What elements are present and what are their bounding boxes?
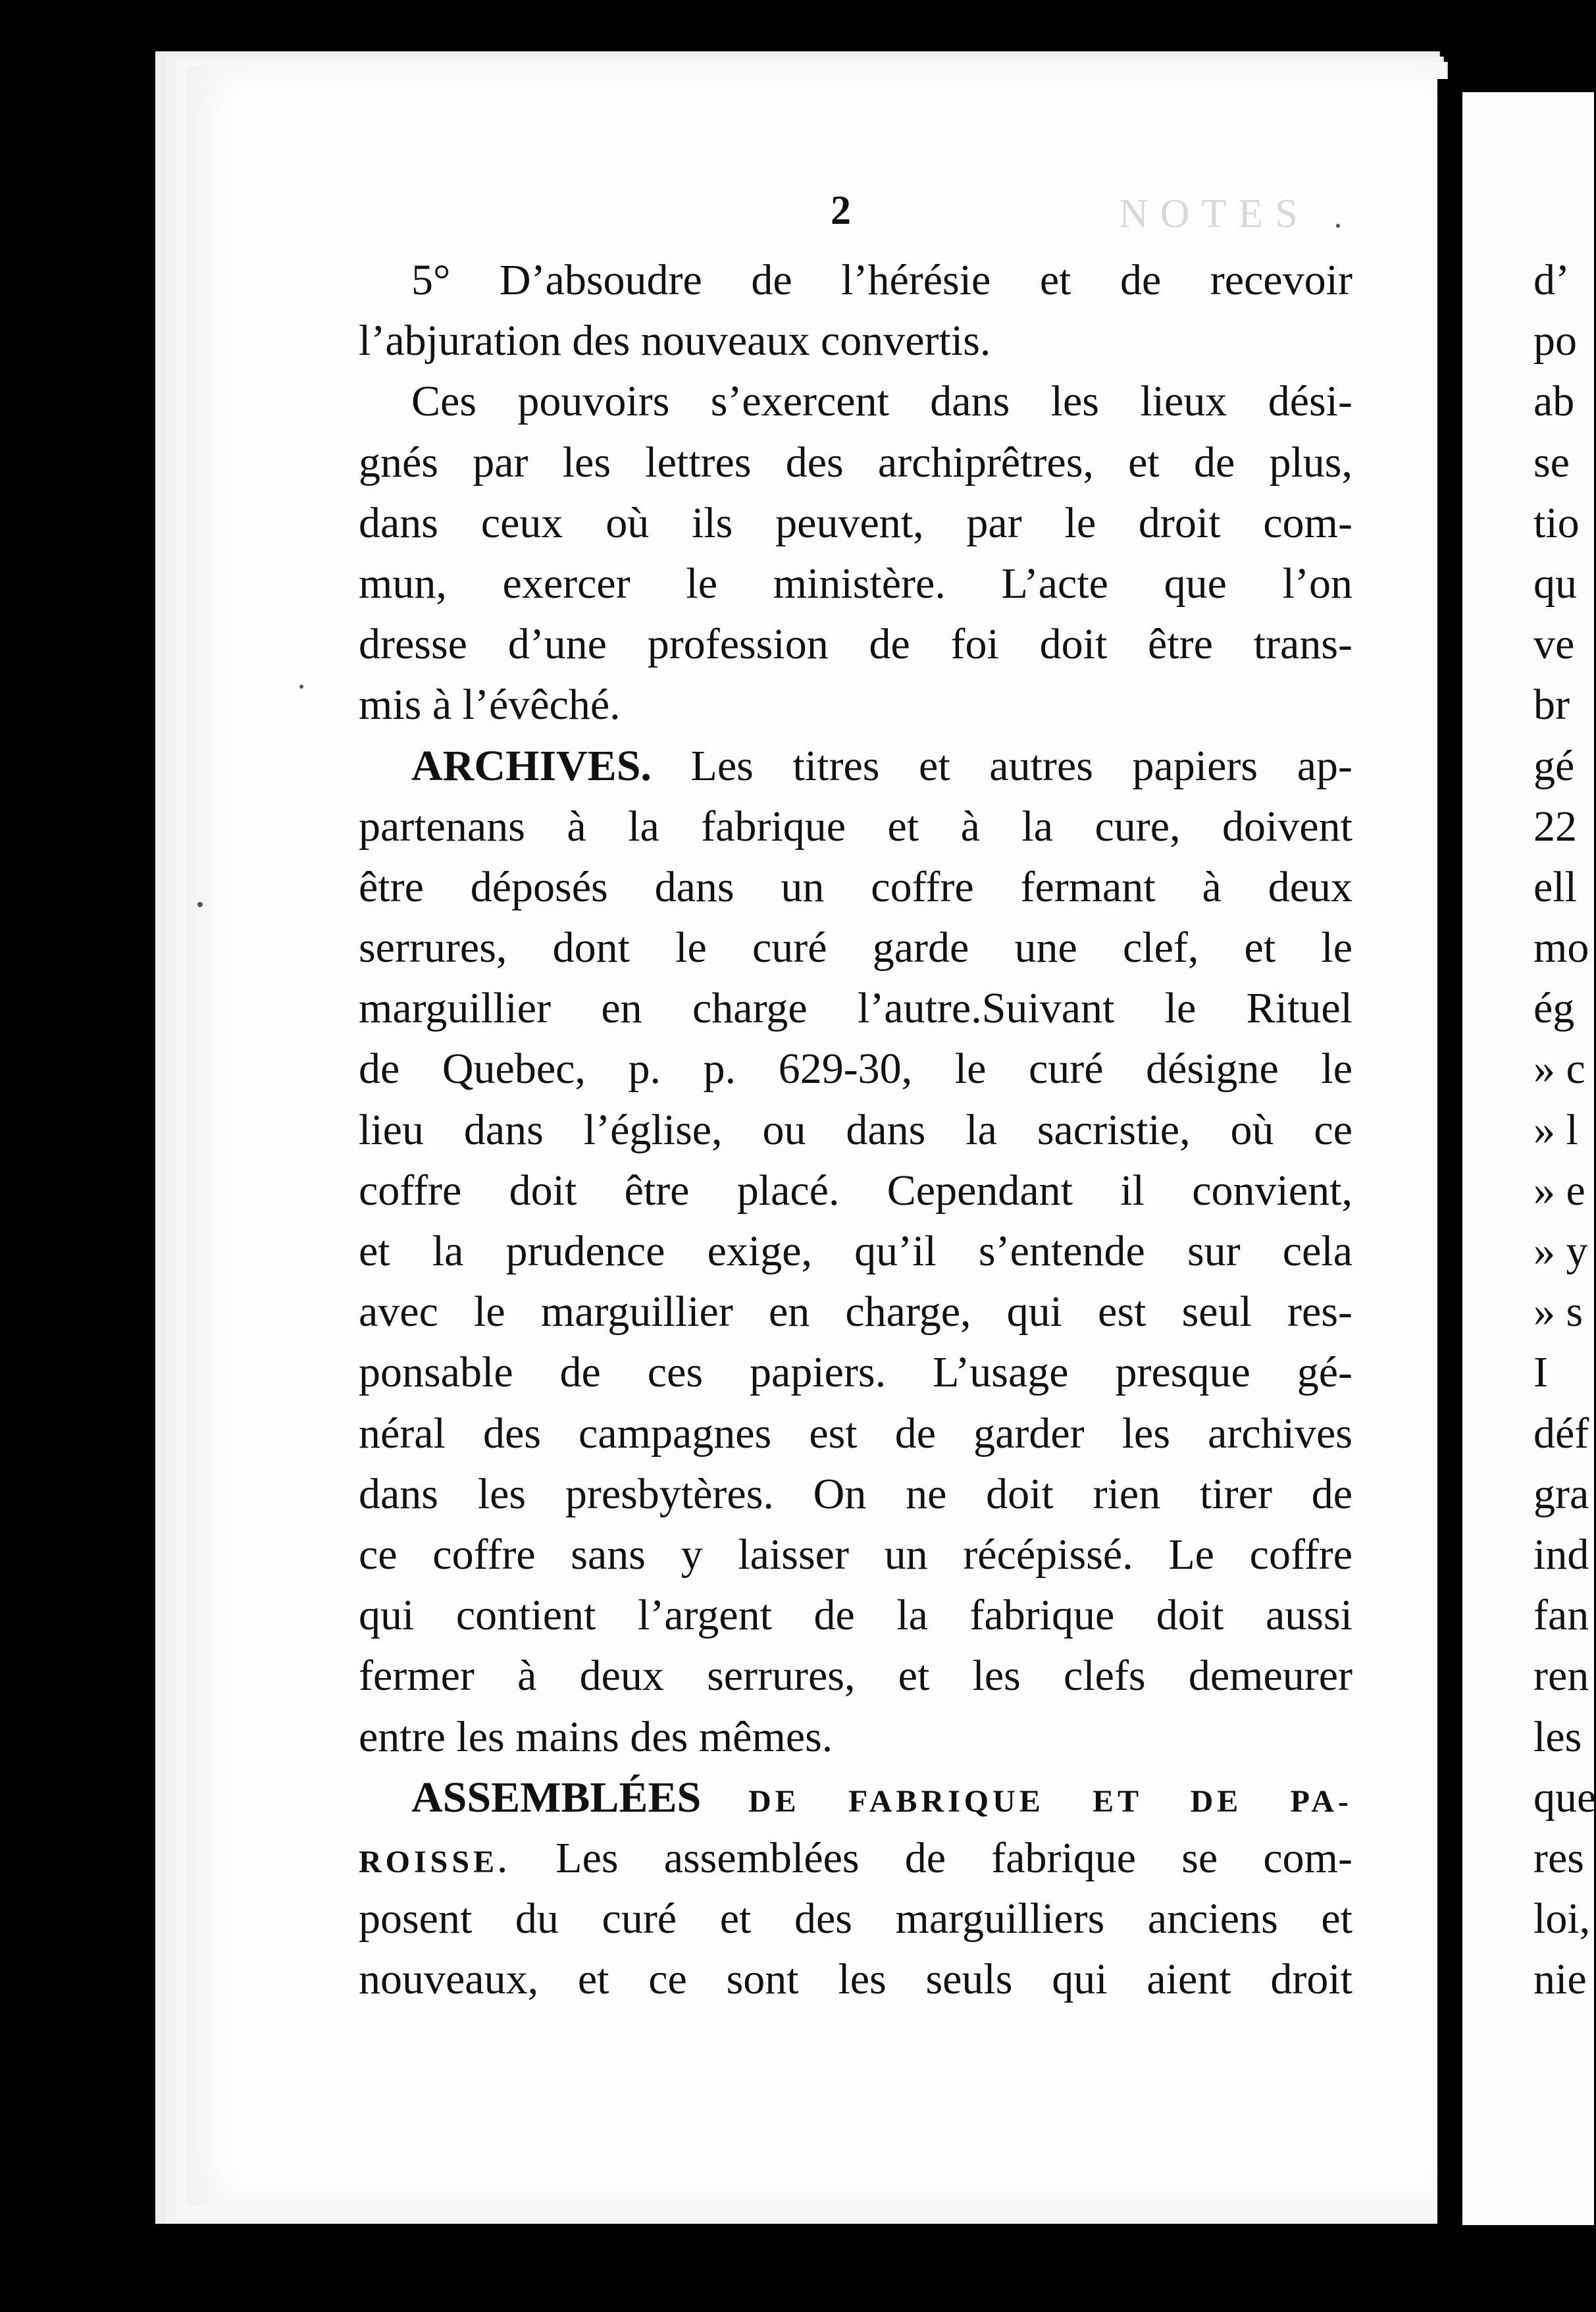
text-fragment: » c <box>1533 1045 1585 1093</box>
ink-speck <box>299 685 303 689</box>
text-fragment: » e <box>1533 1166 1585 1215</box>
text-line: Les titres et autres papiers ap- <box>690 741 1352 790</box>
text-line: 5° D’absoudre de l’hérésie et de recevoir <box>411 256 1352 304</box>
text-fragment: » l <box>1533 1105 1578 1154</box>
text-line: de Quebec, p. p. 629-30, le curé désigne le <box>359 1045 1352 1093</box>
paragraph-assemblees-cont <box>359 1828 1352 1889</box>
text-line: fermer à deux serrures, et les clefs demeurer <box>359 1652 1352 1700</box>
text-line: ce coffre sans y laisser un récépissé. Le coffre <box>359 1530 1352 1579</box>
text-fragment: ell <box>1533 862 1577 911</box>
heading-assemblees-smallcaps: DE FABRIQUE ET DE PA- <box>748 1783 1353 1819</box>
text-line: nouveaux, et ce sont les seuls qui aient droit <box>359 1955 1352 2004</box>
text-line: néral des campagnes est de garder les archives <box>359 1409 1352 1458</box>
text-line: serrures, dont le curé garde une clef, et le <box>359 924 1352 972</box>
text-fragment: déf <box>1533 1409 1589 1458</box>
text-line: Les assemblées de fabrique se com- <box>555 1833 1352 1882</box>
heading-archives: ARCHIVES. <box>411 741 652 790</box>
heading-assemblees: ASSEMBLÉES <box>411 1773 702 1822</box>
text-fragment: loi, <box>1533 1895 1591 1943</box>
text-fragment: fan <box>1533 1591 1589 1640</box>
ink-speck <box>1336 224 1340 228</box>
text-line: posent du curé et des marguilliers anciens et <box>359 1895 1352 1943</box>
text-fragment: ren <box>1533 1652 1589 1700</box>
right-page-text <box>1533 250 1596 2010</box>
text-fragment: gra <box>1533 1469 1589 1518</box>
text-fragment: ind <box>1533 1530 1589 1579</box>
text-line: être déposés dans un coffre fermant à deux <box>359 862 1352 911</box>
text-line: l’abjuration des nouveaux convertis. <box>359 317 991 365</box>
text-line: partenans à la fabrique et à la cure, doivent <box>359 802 1352 851</box>
text-fragment: » y <box>1533 1227 1588 1275</box>
text-line: dresse d’une profession de foi doit être trans- <box>359 620 1352 669</box>
paragraph-assemblees <box>359 1768 1352 1828</box>
text-fragment: br <box>1533 681 1570 729</box>
text-fragment: » s <box>1533 1288 1583 1336</box>
heading-assemblees-cont: ROISSE. <box>359 1844 511 1879</box>
text-line: coffre doit être placé. Cependant il convient, <box>359 1166 1352 1215</box>
text-line: et la prudence exige, qu’il s’entende sur cela <box>359 1227 1352 1275</box>
text-line: marguillier en charge l’autre.Suivant le Rituel <box>359 984 1352 1033</box>
text-fragment: ég <box>1533 984 1575 1033</box>
body-text <box>359 250 1352 2010</box>
text-fragment: que <box>1533 1773 1596 1822</box>
text-fragment: nie <box>1533 1955 1587 2004</box>
text-line: mun, exercer le ministère. L’acte que l’on <box>359 559 1352 608</box>
paragraph-archives <box>359 736 1352 797</box>
text-fragment: d’ <box>1533 256 1570 304</box>
page-number: 2 <box>831 188 851 233</box>
text-fragment: po <box>1533 317 1577 365</box>
text-line: lieu dans l’église, ou dans la sacristie, où ce <box>359 1105 1352 1154</box>
text-line: ponsable de ces papiers. L’usage presque gé- <box>359 1348 1352 1397</box>
text-line: dans les presbytères. On ne doit rien tirer de <box>359 1469 1352 1518</box>
text-fragment: tio <box>1533 498 1580 547</box>
text-line: gnés par les lettres des archiprêtres, et de plus, <box>359 438 1352 486</box>
text-line: avec le marguillier en charge, qui est seul res- <box>359 1288 1352 1336</box>
text-line: entre les mains des mêmes. <box>359 1712 833 1761</box>
text-line: Ces pouvoirs s’exercent dans les lieux dési- <box>411 377 1352 426</box>
ink-speck <box>197 902 203 907</box>
text-line: dans ceux où ils peuvent, par le droit com- <box>359 498 1352 547</box>
book-gutter <box>1437 79 1462 2251</box>
show-through-text: NOTES <box>1119 192 1310 236</box>
text-fragment: 22 <box>1533 802 1577 851</box>
text-fragment: qu <box>1533 559 1577 608</box>
text-fragment: I <box>1533 1348 1548 1397</box>
text-fragment: se <box>1533 438 1570 486</box>
text-line: qui contient l’argent de la fabrique doit aussi <box>359 1591 1352 1640</box>
text-fragment: gé <box>1533 741 1575 790</box>
text-fragment: les <box>1533 1712 1582 1761</box>
text-fragment: mo <box>1533 924 1589 972</box>
text-fragment: ab <box>1533 377 1575 426</box>
text-line: mis à l’évêché. <box>359 681 621 729</box>
text-fragment: res <box>1533 1833 1584 1882</box>
text-fragment: ve <box>1533 620 1575 669</box>
